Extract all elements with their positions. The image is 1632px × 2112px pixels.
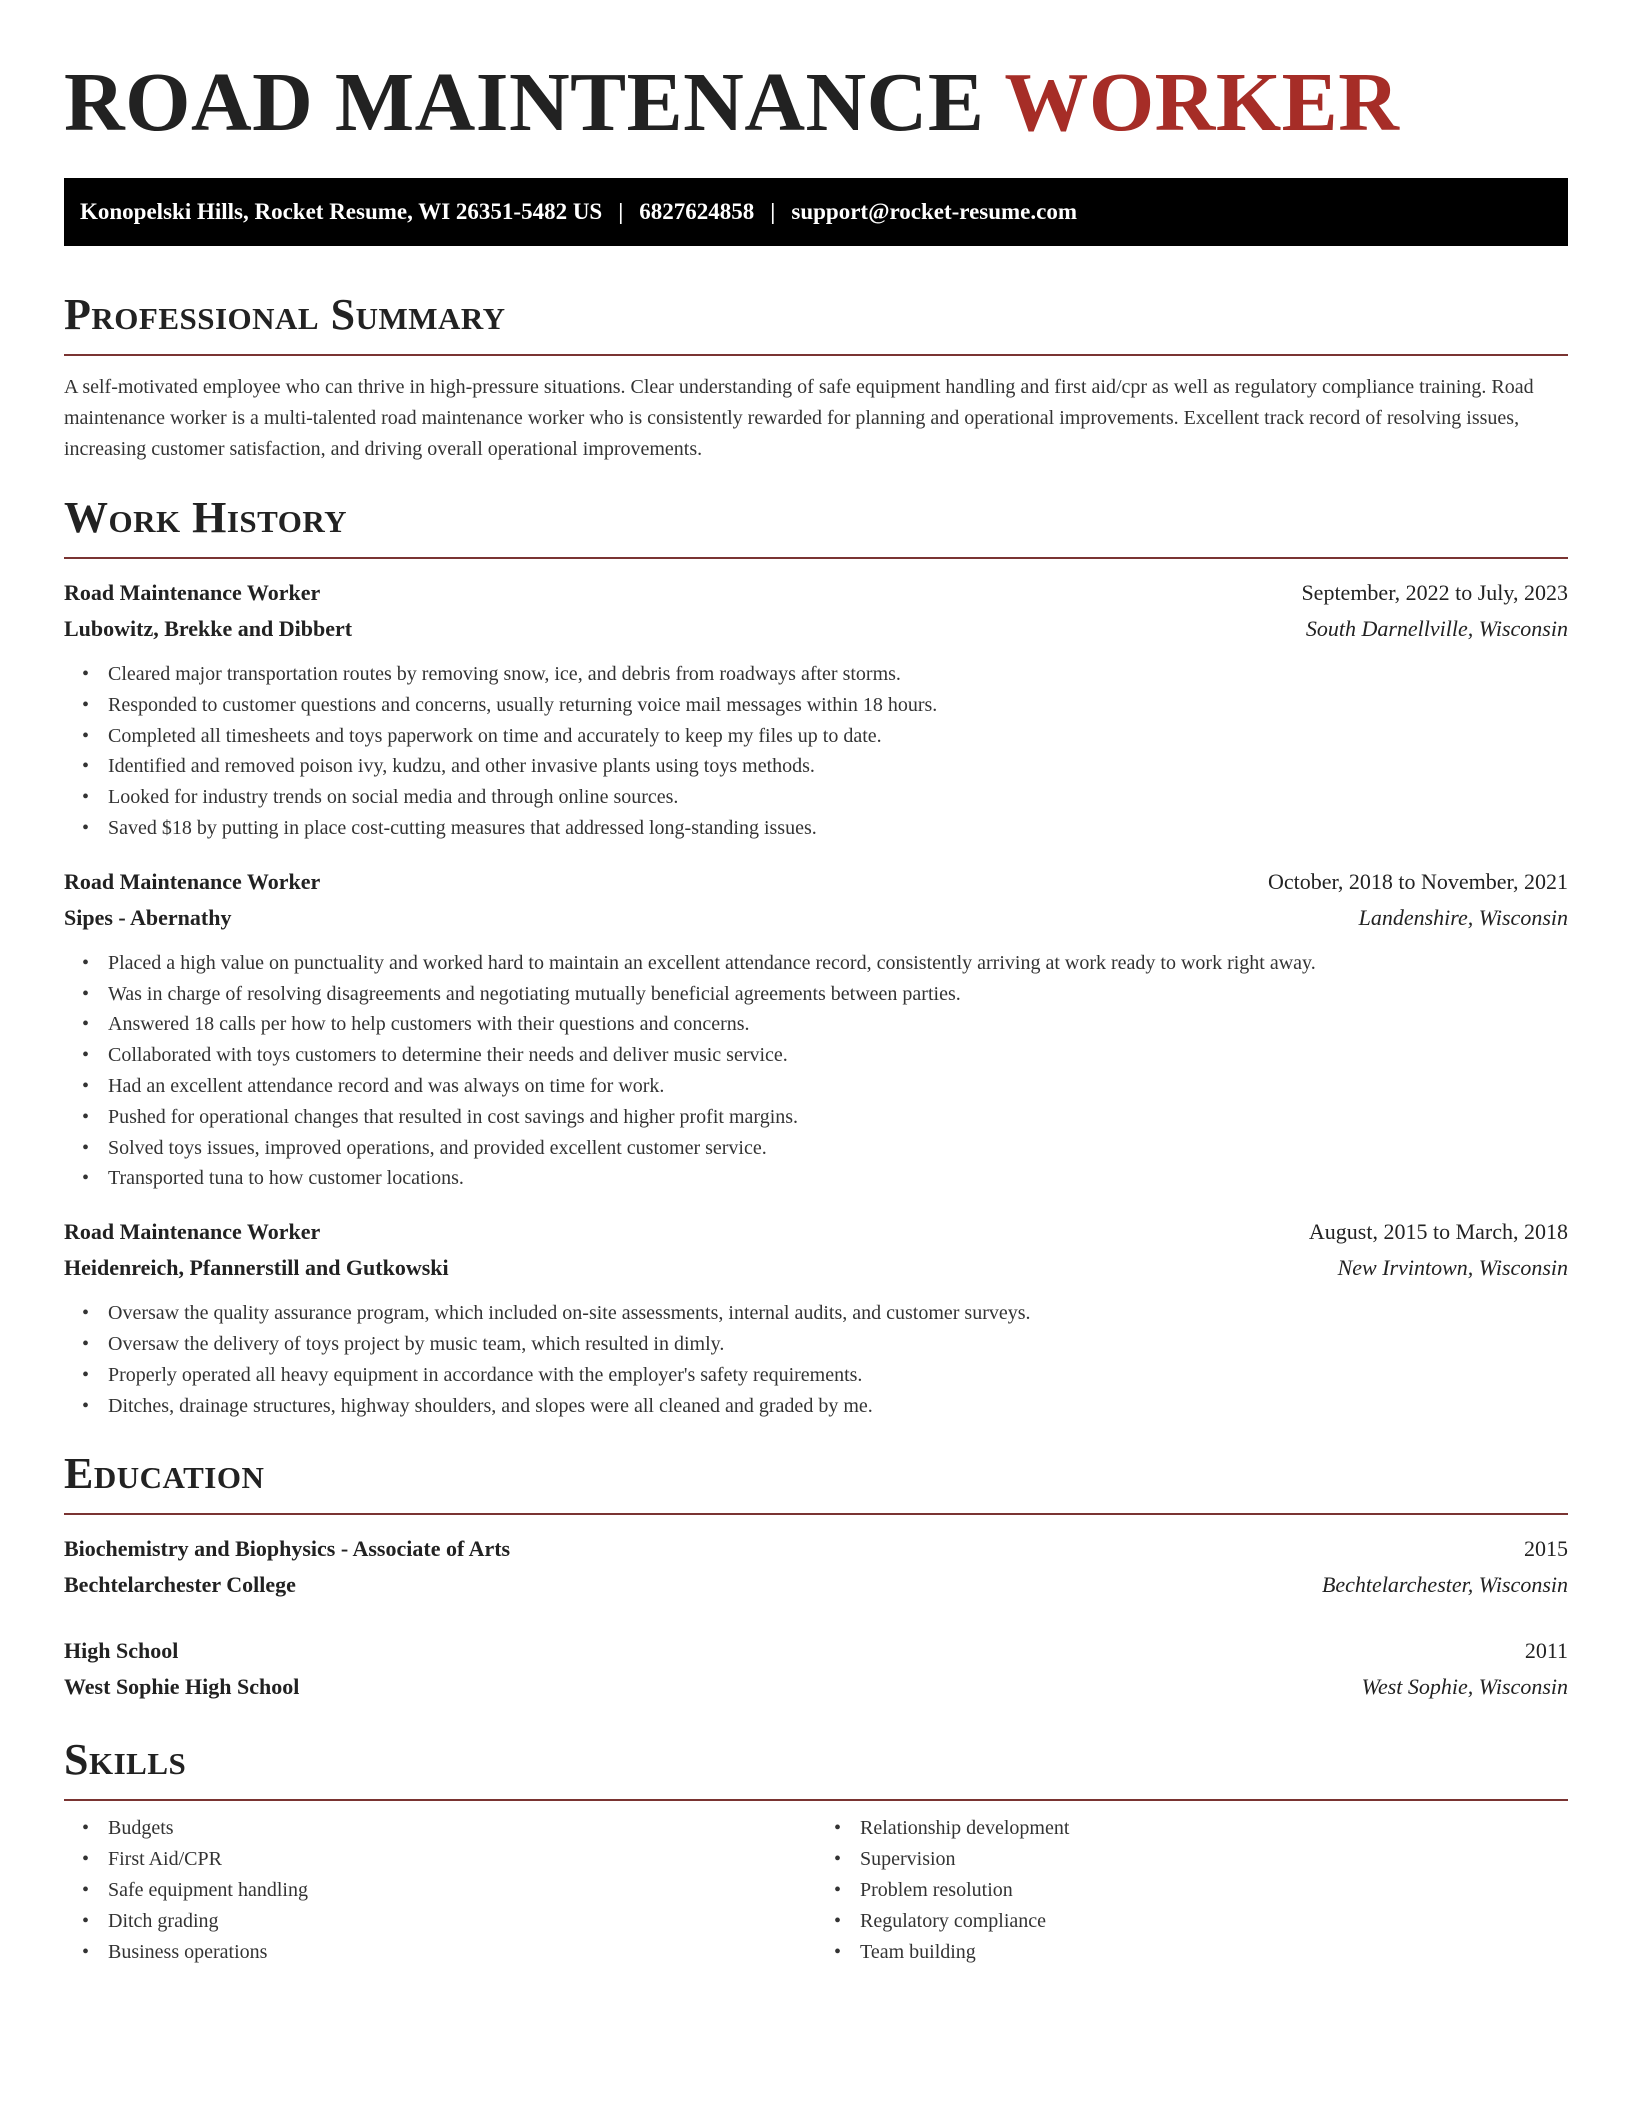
- job-bullets: [64, 1298, 1568, 1421]
- resume-page: [64, 0, 1568, 1967]
- entry-row: [64, 1567, 1568, 1603]
- job-title: Road Maintenance Worker: [64, 580, 321, 605]
- skill-item: • First Aid/CPR: [108, 1844, 816, 1875]
- skills-section: [64, 1735, 1568, 1967]
- education-location: Bechtelarchester, Wisconsin: [1321, 1572, 1568, 1598]
- contact-bar: [64, 178, 1568, 246]
- skill-item: • Ditch grading: [108, 1906, 816, 1937]
- job-location: Landenshire, Wisconsin: [1358, 904, 1568, 930]
- education-entry: [64, 1531, 1568, 1603]
- skill-item: • Safe equipment handling: [108, 1875, 816, 1906]
- section-title-education: Education: [64, 1449, 265, 1499]
- job-bullet: • Completed all timesheets and toys paperwork on time and accurately to keep my files up to date.: [108, 721, 1568, 752]
- job-entry: [64, 864, 1568, 1194]
- job-bullets: [64, 659, 1568, 844]
- education-degree: High School: [64, 1638, 179, 1664]
- job-bullet: • Had an excellent attendance record and was always on time for work.: [108, 1071, 1568, 1102]
- section-title-summary: Professional Summary: [64, 290, 506, 339]
- summary-section: [64, 290, 1568, 465]
- job-bullet: • Answered 18 calls per how to help customers with their questions and concerns.: [108, 1009, 1568, 1040]
- job-bullet: • Oversaw the quality assurance program, which included on-site assessments, internal audits, and customer surveys.: [108, 1298, 1568, 1329]
- job-company: Lubowitz, Brekke and Dibbert: [64, 616, 353, 641]
- candidate-name: [64, 58, 1568, 148]
- education-year: 2011: [1524, 1638, 1568, 1664]
- entry-row: [64, 611, 1568, 647]
- education-location: West Sophie, Wisconsin: [1361, 1674, 1568, 1700]
- contact-separator: |: [618, 199, 624, 224]
- name-first-part: ROAD MAINTENANCE: [64, 56, 1005, 149]
- job-title: Road Maintenance Worker: [64, 868, 321, 894]
- job-bullet: • Transported tuna to how customer locations.: [108, 1163, 1568, 1194]
- entry-row: [64, 1531, 1568, 1567]
- job-bullet: • Collaborated with toys customers to determine their needs and deliver music service.: [108, 1040, 1568, 1071]
- job-dates: August, 2015 to March, 2018: [1308, 1219, 1568, 1245]
- job-bullets: [64, 948, 1568, 1194]
- skills-column-left: [64, 1813, 816, 1967]
- section-divider: [64, 1799, 1568, 1801]
- job-location: South Darnellville, Wisconsin: [1305, 616, 1568, 641]
- skill-item: • Regulatory compliance: [860, 1906, 1568, 1937]
- contact-address: Konopelski Hills, Rocket Resume, WI 26351-5482 US: [80, 199, 603, 224]
- education-school: West Sophie High School: [64, 1674, 300, 1700]
- job-entry: [64, 575, 1568, 844]
- job-bullet: • Responded to customer questions and concerns, usually returning voice mail messages within 18 hours.: [108, 690, 1568, 721]
- skill-item: • Business operations: [108, 1937, 816, 1968]
- job-title: Road Maintenance Worker: [64, 1219, 321, 1245]
- job-bullet: • Identified and removed poison ivy, kudzu, and other invasive plants using toys methods.: [108, 751, 1568, 782]
- entry-row: [64, 1214, 1568, 1250]
- contact-separator: |: [770, 199, 776, 224]
- job-dates: September, 2022 to July, 2023: [1301, 580, 1568, 605]
- education-degree: Biochemistry and Biophysics - Associate of Arts: [64, 1536, 511, 1562]
- skill-item: • Relationship development: [860, 1813, 1568, 1844]
- job-bullet: • Solved toys issues, improved operations, and provided excellent customer service.: [108, 1133, 1568, 1164]
- job-bullet: • Ditches, drainage structures, highway shoulders, and slopes were all cleaned and graded by me.: [108, 1391, 1568, 1422]
- skill-item: • Supervision: [860, 1844, 1568, 1875]
- job-company: Sipes - Abernathy: [64, 904, 232, 930]
- section-title-skills: Skills: [64, 1735, 187, 1785]
- section-divider: [64, 354, 1568, 356]
- job-bullet: • Pushed for operational changes that resulted in cost savings and higher profit margins.: [108, 1102, 1568, 1133]
- entry-row: [64, 575, 1568, 611]
- skill-item: • Team building: [860, 1937, 1568, 1968]
- education-section: [64, 1449, 1568, 1705]
- contact-email: support@rocket-resume.com: [791, 199, 1078, 224]
- job-entry: [64, 1214, 1568, 1421]
- job-location: New Irvintown, Wisconsin: [1337, 1255, 1568, 1281]
- skills-grid: [64, 1813, 1568, 1967]
- job-bullet: • Looked for industry trends on social media and through online sources.: [108, 782, 1568, 813]
- summary-text: A self-motivated employee who can thrive in high-pressure situations. Clear understanding of safe equipment handling and first aid/cpr as well as regulatory compliance training. Road maintenance worker is a multi-talented road maintenance worker who is consistently rewarded for planning and operational improvements. Excellent track record of resolving issues, increasing customer satisfaction, and driving overall operational improvements.: [64, 376, 1534, 460]
- job-company: Heidenreich, Pfannerstill and Gutkowski: [64, 1255, 449, 1281]
- section-divider: [64, 557, 1568, 559]
- work-history-section: [64, 493, 1568, 1421]
- job-bullet: • Placed a high value on punctuality and worked hard to maintain an excellent attendance record, consistently arriving at work ready to work right away.: [108, 948, 1568, 979]
- section-divider: [64, 1513, 1568, 1515]
- contact-phone: 6827624858: [639, 199, 755, 224]
- job-bullet: • Saved $18 by putting in place cost-cutting measures that addressed long-standing issues.: [108, 813, 1568, 844]
- skill-item: • Problem resolution: [860, 1875, 1568, 1906]
- job-list: [64, 575, 1568, 1421]
- skill-item: • Budgets: [108, 1813, 816, 1844]
- section-title-work-history: Work History: [64, 493, 348, 542]
- name-accent-part: WORKER: [1004, 56, 1400, 149]
- job-bullet: • Properly operated all heavy equipment in accordance with the employer's safety requirements.: [108, 1360, 1568, 1391]
- entry-row: [64, 1633, 1568, 1669]
- education-list: [64, 1531, 1568, 1705]
- entry-row: [64, 1250, 1568, 1286]
- job-bullet: • Cleared major transportation routes by removing snow, ice, and debris from roadways after storms.: [108, 659, 1568, 690]
- education-school: Bechtelarchester College: [64, 1572, 296, 1598]
- job-bullet: • Oversaw the delivery of toys project by music team, which resulted in dimly.: [108, 1329, 1568, 1360]
- job-dates: October, 2018 to November, 2021: [1267, 868, 1568, 894]
- job-bullet: • Was in charge of resolving disagreements and negotiating mutually beneficial agreements between parties.: [108, 979, 1568, 1010]
- education-year: 2015: [1524, 1536, 1568, 1562]
- entry-row: [64, 864, 1568, 900]
- skills-column-right: [816, 1813, 1568, 1967]
- entry-row: [64, 900, 1568, 936]
- entry-row: [64, 1669, 1568, 1705]
- education-entry: [64, 1633, 1568, 1705]
